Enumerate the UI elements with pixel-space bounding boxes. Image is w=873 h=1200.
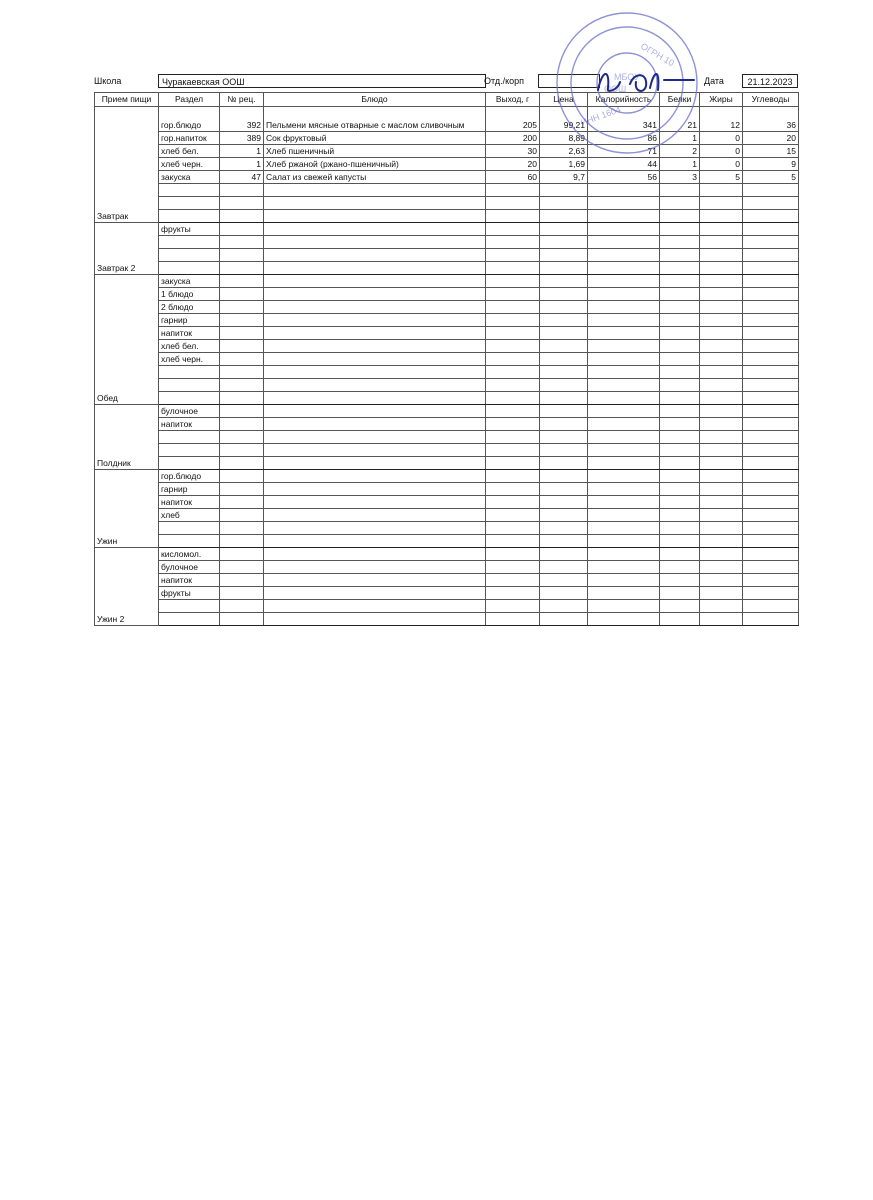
- cell-razdel: хлеб черн.: [159, 353, 220, 366]
- cell-razdel: фрукты: [159, 223, 220, 236]
- cell-price: 8,89: [540, 132, 588, 145]
- table-row: [95, 548, 799, 561]
- cell-proteins: 3: [660, 171, 700, 184]
- meal-lunch: Обед: [95, 275, 159, 405]
- cell-fats: 12: [700, 107, 743, 132]
- table-row: [95, 405, 799, 418]
- empty-row: [95, 613, 799, 626]
- cell-razdel: булочное: [159, 405, 220, 418]
- empty-row: [95, 535, 799, 548]
- svg-text:ООШ: ООШ: [604, 84, 627, 94]
- cell-fats: 5: [700, 171, 743, 184]
- signature: [590, 60, 700, 100]
- cell-razdel: напиток: [159, 574, 220, 587]
- empty-row: [95, 197, 799, 210]
- cell-carbs: 15: [743, 145, 799, 158]
- meal-breakfast2: Завтрак 2: [95, 223, 159, 275]
- cell-output: 205: [486, 107, 540, 132]
- cell-razdel: кисломол.: [159, 548, 220, 561]
- empty-row: [95, 600, 799, 613]
- table-row: [95, 275, 799, 288]
- table-row: [95, 483, 799, 496]
- cell-dish: Салат из свежей капусты: [264, 171, 486, 184]
- cell-dish: Хлеб пшеничный: [264, 145, 486, 158]
- cell-dish: Сок фруктовый: [264, 132, 486, 145]
- cell-price: 99,21: [540, 107, 588, 132]
- cell-output: 200: [486, 132, 540, 145]
- cell-proteins: 1: [660, 132, 700, 145]
- meal-breakfast: Завтрак: [95, 107, 159, 223]
- col-meal: Прием пищи: [95, 93, 159, 107]
- col-price: Цена: [540, 93, 588, 107]
- col-razdel: Раздел: [159, 93, 220, 107]
- cell-razdel: гарнир: [159, 483, 220, 496]
- svg-text:ИНН 1604: ИНН 1604: [579, 104, 623, 128]
- empty-row: [95, 431, 799, 444]
- empty-row: [95, 236, 799, 249]
- col-fats: Жиры: [700, 93, 743, 107]
- cell-fats: 0: [700, 132, 743, 145]
- cell-output: 60: [486, 171, 540, 184]
- table-row: [95, 158, 799, 171]
- date-field[interactable]: 21.12.2023: [742, 74, 798, 88]
- empty-row: [95, 366, 799, 379]
- col-dish: Блюдо: [264, 93, 486, 107]
- table-row: [95, 561, 799, 574]
- col-output: Выход, г: [486, 93, 540, 107]
- empty-row: [95, 210, 799, 223]
- cell-calories: 341: [588, 107, 660, 132]
- menu-table: [94, 92, 799, 626]
- cell-razdel: хлеб: [159, 509, 220, 522]
- svg-text:МБОУ: МБОУ: [614, 72, 640, 82]
- table-row: [95, 340, 799, 353]
- col-recipe: № рец.: [220, 93, 264, 107]
- cell-carbs: 5: [743, 171, 799, 184]
- cell-recipe: 1: [220, 145, 264, 158]
- cell-proteins: 1: [660, 158, 700, 171]
- cell-recipe: 47: [220, 171, 264, 184]
- cell-output: 20: [486, 158, 540, 171]
- cell-carbs: 9: [743, 158, 799, 171]
- table-row: [95, 353, 799, 366]
- cell-razdel: напиток: [159, 418, 220, 431]
- school-label: Школа: [94, 76, 122, 86]
- cell-proteins: 2: [660, 145, 700, 158]
- col-calories: Калорийность: [588, 93, 660, 107]
- dept-label: Отд./корп: [484, 76, 524, 86]
- table-row: [95, 496, 799, 509]
- cell-razdel: закуска: [159, 275, 220, 288]
- table-row: [95, 171, 799, 184]
- cell-razdel: булочное: [159, 561, 220, 574]
- date-label: Дата: [704, 76, 724, 86]
- cell-output: 30: [486, 145, 540, 158]
- empty-row: [95, 262, 799, 275]
- empty-row: [95, 457, 799, 470]
- table-row: [95, 470, 799, 483]
- table-row: [95, 327, 799, 340]
- cell-razdel: закуска: [159, 171, 220, 184]
- cell-price: 1,69: [540, 158, 588, 171]
- school-field[interactable]: Чуракаевская ООШ: [158, 74, 486, 88]
- cell-fats: 0: [700, 145, 743, 158]
- cell-razdel: гор.напиток: [159, 132, 220, 145]
- svg-text:ОГРН 10: ОГРН 10: [639, 41, 676, 69]
- col-carbs: Углеводы: [743, 93, 799, 107]
- cell-razdel: хлеб бел.: [159, 340, 220, 353]
- table-row: [95, 587, 799, 600]
- cell-recipe: 392: [220, 107, 264, 132]
- cell-razdel: напиток: [159, 496, 220, 509]
- cell-calories: 44: [588, 158, 660, 171]
- cell-calories: 86: [588, 132, 660, 145]
- cell-dish: Пельмени мясные отварные с маслом сливочным: [264, 107, 486, 132]
- cell-price: 2,63: [540, 145, 588, 158]
- cell-calories: 71: [588, 145, 660, 158]
- cell-razdel: 2 блюдо: [159, 301, 220, 314]
- cell-razdel: гор.блюдо: [159, 107, 220, 132]
- empty-row: [95, 379, 799, 392]
- meal-snack: Полдник: [95, 405, 159, 470]
- meal-dinner2: Ужин 2: [95, 548, 159, 626]
- cell-dish: Хлеб ржаной (ржано-пшеничный): [264, 158, 486, 171]
- empty-row: [95, 249, 799, 262]
- cell-proteins: 21: [660, 107, 700, 132]
- cell-recipe: 1: [220, 158, 264, 171]
- cell-recipe: 389: [220, 132, 264, 145]
- cell-razdel: фрукты: [159, 587, 220, 600]
- empty-row: [95, 392, 799, 405]
- meal-dinner: Ужин: [95, 470, 159, 548]
- table-row: [95, 314, 799, 327]
- col-proteins: Белки: [660, 93, 700, 107]
- cell-carbs: 20: [743, 132, 799, 145]
- empty-row: [95, 184, 799, 197]
- table-row: [95, 418, 799, 431]
- empty-row: [95, 444, 799, 457]
- cell-razdel: гор.блюдо: [159, 470, 220, 483]
- table-row: [95, 223, 799, 236]
- table-row: [95, 509, 799, 522]
- cell-razdel: хлеб черн.: [159, 158, 220, 171]
- table-row: [95, 288, 799, 301]
- cell-calories: 56: [588, 171, 660, 184]
- cell-razdel: напиток: [159, 327, 220, 340]
- cell-price: 9,7: [540, 171, 588, 184]
- table-row: [95, 301, 799, 314]
- empty-row: [95, 522, 799, 535]
- cell-razdel: гарнир: [159, 314, 220, 327]
- cell-carbs: 36: [743, 107, 799, 132]
- cell-razdel: хлеб бел.: [159, 145, 220, 158]
- table-row: [95, 574, 799, 587]
- cell-razdel: 1 блюдо: [159, 288, 220, 301]
- cell-fats: 0: [700, 158, 743, 171]
